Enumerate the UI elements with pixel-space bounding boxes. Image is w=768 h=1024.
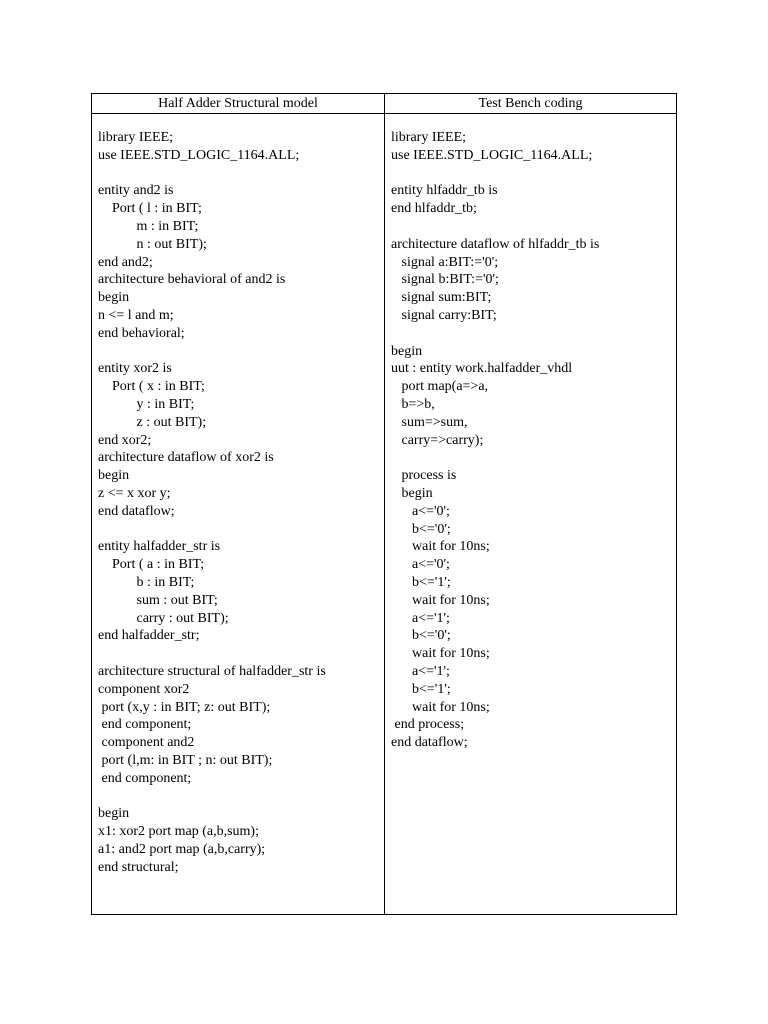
test-bench-code-line: sum=>sum, [391, 414, 468, 430]
test-bench-code-line [391, 218, 599, 236]
half-adder-code-line: end component; [98, 717, 192, 733]
test-bench-code-line: architecture dataflow of hlfaddr_tb is [391, 236, 600, 252]
half-adder-code-line: n : out BIT); [98, 236, 207, 252]
test-bench-code-line: b<='1'; [391, 574, 451, 590]
test-bench-code-line: signal a:BIT:='0'; [391, 254, 499, 270]
half-adder-code-block [98, 129, 326, 876]
half-adder-code-line: Port ( a : in BIT; [98, 557, 205, 573]
test-bench-code-line [391, 449, 599, 467]
test-bench-code-line: b<='1'; [391, 681, 451, 697]
half-adder-code-line: end dataflow; [98, 503, 175, 519]
half-adder-code-line [98, 165, 326, 183]
test-bench-code-line: a<='0'; [391, 503, 450, 519]
test-bench-code-line: port map(a=>a, [391, 379, 489, 395]
half-adder-code-line: x1: xor2 port map (a,b,sum); [98, 824, 259, 840]
test-bench-code-line: end hlfaddr_tb; [391, 201, 477, 217]
test-bench-code-line: b<='0'; [391, 628, 451, 644]
half-adder-code-line: y : in BIT; [98, 396, 195, 412]
half-adder-code-line [98, 343, 326, 361]
half-adder-code-line: begin [98, 468, 130, 484]
half-adder-code-line: use IEEE.STD_LOGIC_1164.ALL; [98, 147, 300, 163]
half-adder-header: Half Adder Structural model [158, 96, 318, 111]
test-bench-code-line [391, 325, 599, 343]
test-bench-code-line: a<='0'; [391, 557, 450, 573]
test-bench-code-line: begin [391, 343, 423, 359]
test-bench-code-line: uut : entity work.halfadder_vhdl [391, 361, 573, 377]
half-adder-code-line: m : in BIT; [98, 218, 199, 234]
half-adder-code-line [98, 787, 326, 805]
test-bench-code-line: process is [391, 468, 457, 484]
half-adder-code-line: end behavioral; [98, 325, 185, 341]
code-comparison-table [91, 93, 677, 915]
half-adder-code-line: port (l,m: in BIT ; n: out BIT); [98, 752, 273, 768]
test-bench-code-line: a<='1'; [391, 663, 450, 679]
test-bench-code-line: wait for 10ns; [391, 699, 490, 715]
test-bench-code-line: signal sum:BIT; [391, 290, 492, 306]
half-adder-code-line: architecture dataflow of xor2 is [98, 450, 274, 466]
test-bench-code-line: use IEEE.STD_LOGIC_1164.ALL; [391, 147, 593, 163]
column-divider [384, 94, 385, 914]
test-bench-code-line: a<='1'; [391, 610, 450, 626]
half-adder-code-line: library IEEE; [98, 130, 174, 145]
half-adder-code-line: n <= l and m; [98, 307, 174, 323]
half-adder-code-line: b : in BIT; [98, 574, 195, 590]
half-adder-code-line: Port ( l : in BIT; [98, 201, 202, 217]
test-bench-code-line: b=>b, [391, 396, 435, 412]
half-adder-code-line: a1: and2 port map (a,b,carry); [98, 841, 266, 857]
half-adder-code-line: begin [98, 290, 130, 306]
half-adder-code-line: end xor2; [98, 432, 152, 448]
half-adder-code-line: end and2; [98, 254, 153, 270]
half-adder-code-line: end structural; [98, 859, 179, 875]
test-bench-code-line: wait for 10ns; [391, 646, 490, 662]
half-adder-code-line: entity and2 is [98, 183, 174, 199]
test-bench-code-line [391, 165, 599, 183]
half-adder-code-line: z <= x xor y; [98, 485, 171, 501]
test-bench-code-line: entity hlfaddr_tb is [391, 183, 498, 199]
half-adder-code-line: Port ( x : in BIT; [98, 379, 205, 395]
test-bench-code-block [391, 129, 599, 752]
test-bench-code-line: signal carry:BIT; [391, 307, 497, 323]
half-adder-code-line: z : out BIT); [98, 414, 207, 430]
test-bench-code-line: signal b:BIT:='0'; [391, 272, 499, 288]
half-adder-code-line: entity halfadder_str is [98, 539, 221, 555]
test-bench-code-line: library IEEE; [391, 130, 467, 145]
test-bench-code-line: wait for 10ns; [391, 592, 490, 608]
half-adder-code-line: component and2 [98, 735, 195, 751]
half-adder-code-line [98, 521, 326, 539]
half-adder-code-line: end component; [98, 770, 192, 786]
test-bench-code-line: end dataflow; [391, 735, 468, 751]
half-adder-code-line: port (x,y : in BIT; z: out BIT); [98, 699, 271, 715]
half-adder-code-line: begin [98, 806, 130, 822]
half-adder-code-line: carry : out BIT); [98, 610, 229, 626]
half-adder-code-line: entity xor2 is [98, 361, 172, 377]
test-bench-code-line: carry=>carry); [391, 432, 484, 448]
half-adder-code-line [98, 645, 326, 663]
half-adder-code-line: architecture behavioral of and2 is [98, 272, 286, 288]
test-bench-code-line: wait for 10ns; [391, 539, 490, 555]
half-adder-code-line: architecture structural of halfadder_str is [98, 663, 326, 679]
test-bench-code-line: end process; [391, 717, 465, 733]
half-adder-code-line: end halfadder_str; [98, 628, 200, 644]
half-adder-code-line: component xor2 [98, 681, 190, 697]
half-adder-code-line: sum : out BIT; [98, 592, 218, 608]
test-bench-code-line: begin [391, 485, 433, 501]
test-bench-header: Test Bench coding [478, 96, 583, 111]
test-bench-code-line: b<='0'; [391, 521, 451, 537]
